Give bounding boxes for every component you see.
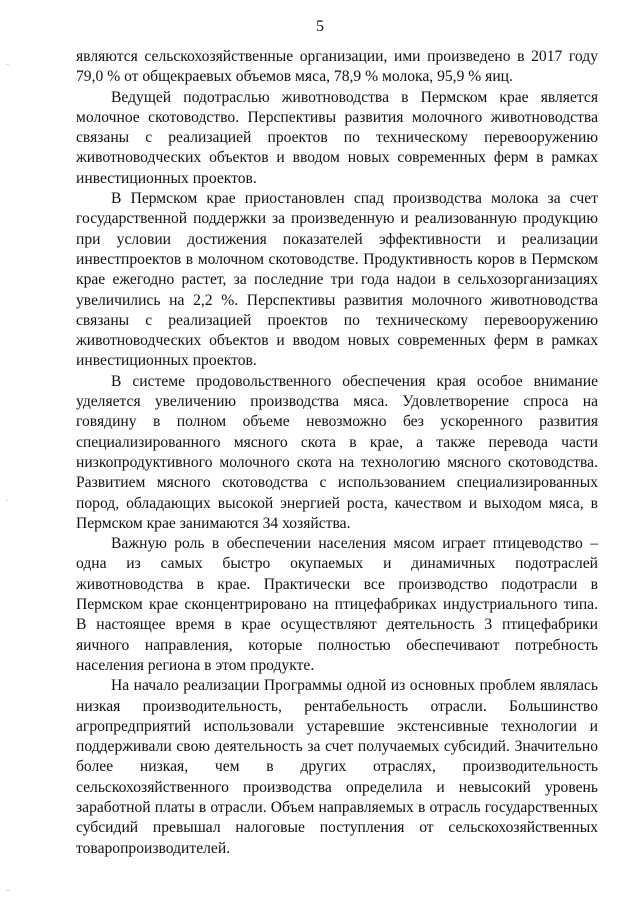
- scan-artifact-mark: [6, 500, 8, 501]
- paragraph-dairy-cattle: Ведущей подотраслью животноводства в Пермском крае является молочное скотоводство. Перспективы развития молочного животноводства связаны с реализацией проектов по техническому перевооружению животноводческих объектов и вводом новых современных ферм в рамках инвестиционных проектов.: [76, 88, 598, 187]
- paragraph-poultry: Важную роль в обеспечении населения мясом играет птицеводство – одна из самых быстро окупаемых и динамичных подотраслей животноводства в крае. Практически все производство подотрасли в Пермском крае сконцентрировано на птицефабриках индустриального типа. В настоящее время в крае осуществляют деятельность 3 птицефабрики яичного направления, которые полностью обеспечивают потребность населения региона в этом продукте.: [76, 535, 598, 674]
- paragraph-program-problems: На начало реализации Программы одной из основных проблем являлась низкая производительность, рентабельность отрасли. Большинство агропредприятий использовали устаревшие экстенсивные технологии и поддерживали свою деятельность за счет получаемых субсидий. Значительно более низкая, чем в других отраслях, производительность сельскохозяйственного производства определила и невысокий уровень заработной платы в отрасли. Объем направляемых в отрасль государственных субсидий превышал налоговые поступления от сельскохозяйственных товаропроизводителей.: [76, 677, 598, 857]
- scan-artifact-mark: [6, 64, 9, 65]
- paragraph-meat-production: В системе продовольственного обеспечения края особое внимание уделяется увеличению производства мяса. Удовлетворение спроса на говядину в полном объеме невозможно без ускоренного развития специализированного мясного скота в крае, а также перевода части низкопродуктивного молочного скота на технологию мясного скотоводства. Развитием мясного скотоводства с использованием специализированных пород, обладающих высокой энергией роста, качеством и выходом мяса, в Пермском крае занимаются 34 хозяйства.: [76, 372, 598, 532]
- paragraph-milk-production: В Пермском крае приостановлен спад производства молока за счет государственной поддержки за произведенную и реализованную продукцию при условии достижения показателей эффективности и реализации инвестпроектов в молочном скотоводстве. Продуктивность коров в Пермском крае ежегодно растет, за последние три года надои в сельхозорганизациях увеличились на 2,2 %. Перспективы развития молочного животноводства связаны с реализацией проектов по техническому перевооружению животноводческих объектов и вводом новых современных ферм в рамках инвестиционных проектов.: [76, 190, 598, 370]
- scan-artifact-mark: [6, 890, 10, 891]
- page-number: 5: [316, 18, 324, 35]
- paragraph-continuation: являются сельскохозяйственные организации, ими произведено в 2017 году 79,0 % от общекраевых объемов мяса, 78,9 % молока, 95,9 % яиц.: [76, 48, 598, 86]
- document-body: [76, 47, 598, 859]
